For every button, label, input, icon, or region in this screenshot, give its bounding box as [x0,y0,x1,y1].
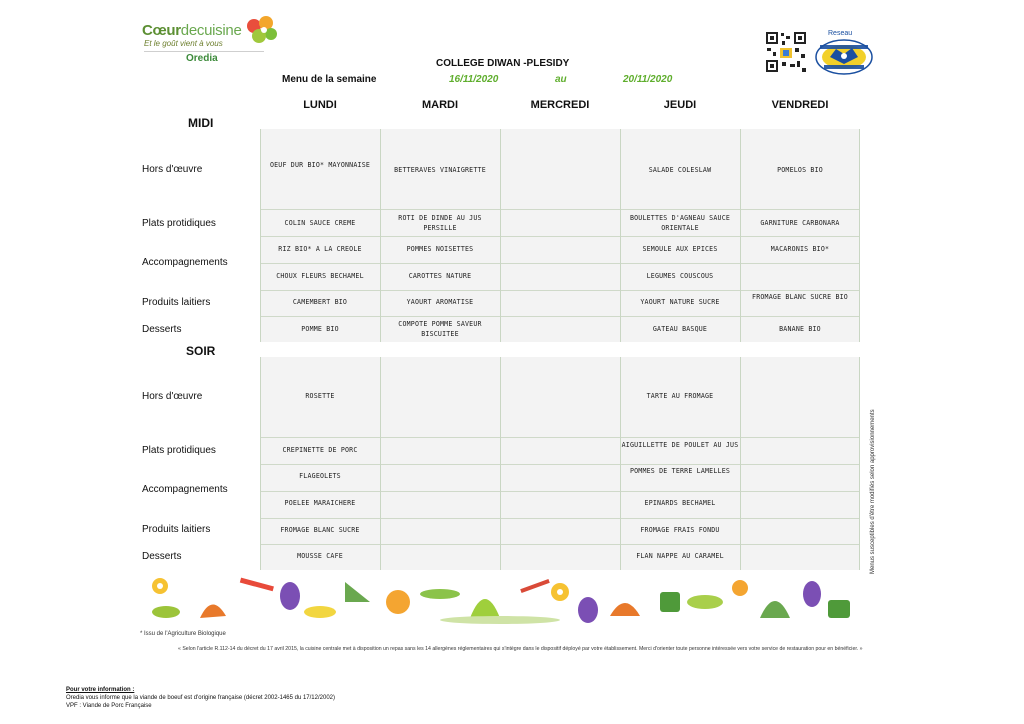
menu-cell: POMMES DE TERRE LAMELLES [629,467,731,475]
row-label-plats: Plats protidiques [142,218,216,229]
soir-grid [260,357,860,570]
footnote-bio: * Issu de l'Agriculture Biologique [140,631,226,637]
row-label-desserts: Desserts [142,324,182,335]
row-label-accompagnements: Accompagnements [142,484,228,495]
logo-wordmark: Cœurdecuisine [142,22,242,39]
menu-cell: SEMOULE AUX EPICES [642,245,718,253]
date-separator: au [555,74,567,85]
menu-cell: LEGUMES COUSCOUS [646,272,714,280]
menu-cell: YAOURT AROMATISE [406,298,474,306]
menu-cell: COMPOTE POMME SAVEUR BISCUITEE [398,320,482,338]
grid-col-line [740,129,741,342]
menu-cell: FROMAGE BLANC SUCRE [280,526,360,534]
section-title-midi: MIDI [188,116,214,130]
menu-cell: BETTERAVES VINAIGRETTE [394,166,486,174]
day-header-vendredi: VENDREDI [771,99,829,111]
coeurdecuisine-logo [140,14,280,66]
menu-cell: SALADE COLESLAW [648,166,712,174]
qr-code-icon[interactable] [764,30,808,74]
row-label-accompagnements: Accompagnements [142,257,228,268]
menu-cell: CREPINETTE DE PORC [282,446,358,454]
menu-cell: FROMAGE BLANC SUCRE BIO [752,293,848,301]
menu-cell: ROTI DE DINDE AU JUS PERSILLE [398,214,482,232]
menu-cell: FLAGEOLETS [299,472,341,480]
menu-cell: ROSETTE [305,392,335,400]
date-to: 20/11/2020 [623,74,673,85]
grid-col-line [859,357,860,570]
menu-cell: FLAN NAPPE AU CARAMEL [636,552,724,560]
side-note-text: Menus susceptibles d'être modifiés selon approvisionnements [870,409,876,574]
menu-cell: POMME BIO [301,325,339,333]
menu-cell: GARNITURE CARBONARA [760,219,840,227]
row-label-hors-doeuvre: Hors d'œuvre [142,164,203,175]
reseau-badge [814,30,874,76]
menu-cell: BANANE BIO [779,325,821,333]
row-label-hors-doeuvre: Hors d'œuvre [142,391,203,402]
menu-cell: TARTE AU FROMAGE [646,392,714,400]
week-label: Menu de la semaine [282,74,377,85]
day-header-lundi: LUNDI [303,99,337,111]
produit-en-bretagne-icon [814,38,874,76]
section-title-soir: SOIR [186,344,216,358]
date-from: 16/11/2020 [449,74,499,85]
grid-col-line [380,129,381,342]
menu-cell: EPINARDS BECHAMEL [644,499,716,507]
grid-col-line [620,357,621,570]
row-label-plats: Plats protidiques [142,445,216,456]
menu-cell: COLIN SAUCE CREME [284,219,356,227]
menu-cell: POMELOS BIO [777,166,823,174]
vegetables-banner-icon [140,572,856,626]
logo-divider [144,51,264,52]
menu-cell: AIGUILLETTE DE POULET AU JUS [621,441,739,449]
menu-cell: GATEAU BASQUE [652,325,708,333]
day-header-mercredi: MERCREDI [530,99,590,111]
badge-label: Reseau [828,30,853,37]
row-label-produits-laitiers: Produits laitiers [142,524,211,535]
grid-col-line [500,129,501,342]
logo-company: Oredia [186,53,218,64]
grid-col-line [380,357,381,570]
school-name: COLLEGE DIWAN -PLESIDY [436,58,570,69]
menu-cell: CAROTTES NATURE [408,272,472,280]
menu-cell: CHOUX FLEURS BECHAMEL [276,272,364,280]
grid-col-line [859,129,860,342]
menu-cell: CAMEMBERT BIO [292,298,348,306]
menu-cell: RIZ BIO* A LA CREOLE [278,245,362,253]
info-title: Pour votre information : [66,687,135,693]
menu-cell: POELEE MARAICHERE [284,499,356,507]
row-label-desserts: Desserts [142,551,182,562]
menu-cell: MACARONIS BIO* [770,245,830,253]
grid-col-line [500,357,501,570]
menu-cell: POMMES NOISETTES [406,245,474,253]
info-line-beef: Oredia vous informe que la viande de boeuf est d'origine française (décret 2002-1465 du 17/12/2002) [66,695,335,701]
footnote-allergens: « Selon l'article R.112-14 du décret du 17 avril 2015, la cuisine centrale met à disposition un repas sans les 14 allergènes réglementaires qui s'intègre dans le dispositif déployé par votre établissement. Merci d'orienter toute personne intéressée vers votre service de restauration pour en bénéficier. » [178,646,863,652]
menu-cell: YAOURT NATURE SUCRE [640,298,720,306]
day-header-jeudi: JEUDI [663,99,697,111]
menu-cell: FROMAGE FRAIS FONDU [640,526,720,534]
menu-cell: OEUF DUR BIO* MAYONNAISE [269,161,371,169]
side-note [866,402,876,574]
menu-cell: MOUSSE CAFE [297,552,343,560]
logo-tagline: Et le goût vient à vous [144,39,223,48]
info-line-pork: VPF : Viande de Porc Française [66,703,152,709]
grid-col-line [260,357,261,570]
day-header-mardi: MARDI [421,99,459,111]
grid-col-line [740,357,741,570]
row-label-produits-laitiers: Produits laitiers [142,297,211,308]
grid-col-line [620,129,621,342]
fruit-basket-icon [244,14,280,50]
menu-cell: BOULETTES D'AGNEAU SAUCE ORIENTALE [629,214,731,232]
